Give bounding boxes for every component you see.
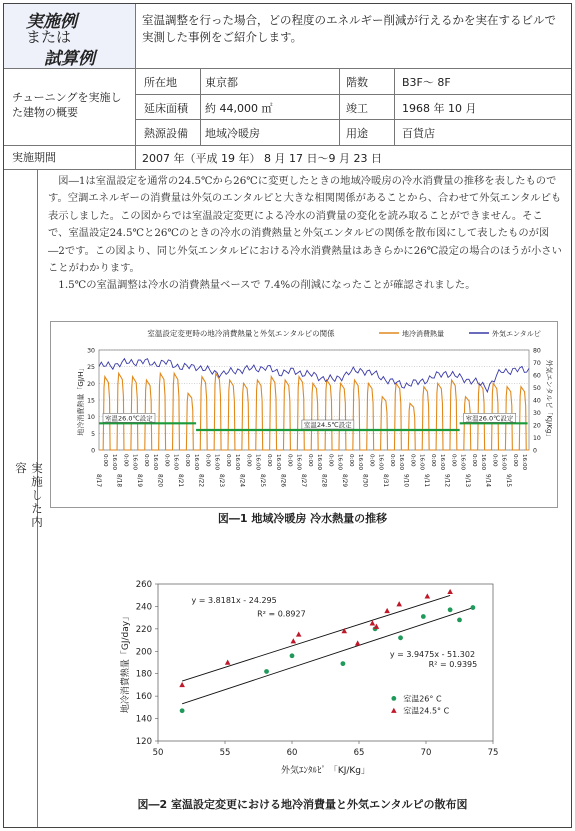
data-point-26 — [290, 653, 295, 658]
trend-equation-245: y = 3.8181x - 24.295 — [191, 596, 277, 606]
case-study-sheet — [3, 3, 572, 828]
col-divider — [339, 68, 340, 145]
field-value-heat-source: 地域冷暖房 — [205, 127, 260, 140]
figure1-chart — [51, 322, 557, 507]
trend-r2-26: R² = 0.9395 — [428, 659, 478, 669]
legend-label-consumption: 地冷消費熱量 — [402, 330, 444, 338]
data-point-245 — [291, 638, 297, 643]
row-divider — [4, 169, 571, 170]
period-label: 実施期間 — [12, 151, 56, 164]
y-tick-label: 120 — [135, 737, 152, 747]
heading-line-1: 実施例 — [26, 12, 77, 32]
y-tick-label: 0 — [91, 447, 95, 455]
x-tick-time: 16:00 — [131, 454, 138, 471]
x-tick-time: 0:00 — [122, 454, 129, 467]
y2-tick-label: 0 — [533, 447, 537, 455]
x-tick-date: 8/28 — [320, 474, 327, 488]
x-tick-time: 0:00 — [388, 454, 395, 467]
field-label-heat-source: 熱源設備 — [144, 127, 188, 140]
x-tick-date: 9/11 — [422, 474, 429, 488]
col-divider — [394, 68, 395, 145]
figure1-caption: 図―1 地域冷暖房 冷水熱量の推移 — [217, 512, 388, 525]
x-tick-label: 65 — [353, 748, 365, 758]
x-tick-time: 16:00 — [479, 454, 486, 471]
x-tick-time: 16:00 — [275, 454, 282, 471]
data-point-245 — [225, 660, 231, 665]
x-tick-label: 60 — [286, 748, 298, 758]
data-point-26 — [398, 635, 403, 640]
x-tick-time: 0:00 — [429, 454, 436, 467]
y-tick-label: 20 — [87, 380, 95, 388]
x-tick-date: 8/27 — [300, 474, 306, 488]
data-point-245 — [296, 631, 302, 636]
x-tick-time: 16:00 — [111, 454, 118, 471]
x-tick-time: 0:00 — [225, 454, 232, 467]
y2-axis-title: 外気エンタルピ「KJ/Kg」 — [545, 359, 553, 441]
x-tick-time: 0:00 — [491, 454, 498, 467]
x-tick-label: 55 — [219, 748, 231, 758]
y-tick-label: 200 — [135, 647, 152, 658]
content-paragraph: 図―1は室温設定を通常の24.5℃から26℃に変更したときの地域冷暖房の冷水消費量の推移を表したものです。空調エネルギーの消費量は外気のエンタルピと大きな相関関係があることから、合わせて外気エンタルピも表示しました。この図からでは室温設定変更による冷水の消費量の変化を読み取ることができません。そこで、室温設定24.5℃と26℃のときの冷水の消費熱量と外気エンタルピの関係を散布図にして表したものが図―2です。この図より、同じ外気エンタルピにおける冷水消費熱量はあきらかに26℃設定の場合のほうが小さいことがわかります。 — [48, 175, 562, 275]
x-tick-time: 16:00 — [377, 454, 384, 471]
y-tick-label: 25 — [87, 364, 95, 372]
x-tick-date: 8/29 — [340, 474, 347, 488]
data-point-245 — [355, 640, 361, 645]
x-tick-date: 8/19 — [136, 474, 143, 488]
legend-label-26: 室温26° C — [403, 694, 442, 704]
y-tick-label: 15 — [87, 397, 95, 405]
setting-label: 室温24.5℃設定 — [303, 421, 352, 429]
x-tick-time: 0:00 — [184, 454, 191, 467]
x-tick-time: 16:00 — [254, 454, 261, 471]
y-tick-label: 220 — [135, 624, 152, 635]
figure2-chart — [108, 579, 528, 779]
heading-line-3: 試算例 — [44, 49, 95, 69]
x-tick-time: 0:00 — [327, 454, 334, 467]
y2-tick-label: 80 — [533, 347, 541, 355]
col-divider — [135, 4, 136, 169]
y2-tick-label: 70 — [533, 360, 541, 367]
x-tick-time: 0:00 — [368, 454, 375, 467]
x-tick-time: 0:00 — [143, 454, 150, 467]
x-tick-date: 8/31 — [381, 474, 388, 488]
data-point-245 — [384, 608, 390, 613]
example-heading — [4, 4, 135, 68]
x-tick-time: 16:00 — [152, 454, 159, 471]
series-line-consumption — [99, 373, 529, 450]
x-tick-time: 16:00 — [418, 454, 425, 471]
legend-label-245: 室温24.5° C — [403, 706, 450, 716]
row-divider — [4, 145, 571, 146]
period-value: 2007 年（平成 19 年） 8 月 17 日～9 月 23 日 — [142, 152, 382, 165]
x-tick-time: 0:00 — [409, 454, 416, 467]
field-value-use: 百貨店 — [402, 127, 435, 140]
y-tick-label: 30 — [87, 347, 95, 355]
data-point-245 — [425, 593, 431, 598]
x-tick-date: 8/20 — [156, 474, 163, 488]
series-line-enthalpy — [99, 359, 529, 392]
content-conclusion: 1.5℃の室温調整は冷水の消費熱量ベースで 7.4%の削減になったことが確認されました。 — [58, 279, 476, 292]
y2-tick-label: 40 — [533, 397, 541, 405]
x-tick-date: 8/30 — [361, 474, 368, 488]
data-point-26 — [264, 669, 269, 674]
x-tick-time: 16:00 — [316, 454, 322, 471]
x-tick-time: 0:00 — [307, 454, 313, 467]
x-tick-time: 16:00 — [172, 454, 179, 471]
x-tick-date: 8/22 — [197, 474, 204, 488]
x-tick-time: 0:00 — [286, 454, 293, 467]
y-tick-label: 160 — [135, 692, 152, 703]
x-tick-time: 16:00 — [295, 454, 302, 471]
x-tick-date: 9/14 — [484, 474, 491, 488]
legend-label-enthalpy: 外気エンタルピ — [492, 330, 541, 338]
x-tick-time: 0:00 — [102, 454, 109, 467]
content-label: 実施した内容 — [14, 462, 44, 530]
x-tick-time: 16:00 — [438, 454, 445, 471]
y-tick-label: 260 — [135, 580, 152, 590]
field-value-floors: B3F～ 8F — [402, 76, 451, 89]
y-axis-title: 地冷消費熱量「GJ/day」 — [121, 611, 131, 714]
y-tick-label: 180 — [135, 669, 152, 680]
field-value-floor-area: 約 44,000 ㎡ — [205, 102, 273, 115]
y2-tick-label: 50 — [533, 385, 541, 392]
x-tick-time: 16:00 — [500, 454, 507, 471]
figure1-panel — [50, 321, 558, 508]
x-tick-date: 8/21 — [177, 474, 184, 488]
x-tick-time: 0:00 — [204, 454, 211, 467]
x-tick-time: 0:00 — [470, 454, 477, 467]
heading-line-2: または — [26, 28, 72, 46]
data-point-245 — [396, 601, 402, 606]
x-tick-time: 16:00 — [356, 454, 363, 471]
x-tick-label: 70 — [420, 748, 432, 758]
data-point-26 — [457, 617, 462, 622]
trend-r2-245: R² = 0.8927 — [257, 609, 306, 619]
field-label-floor-area: 延床面積 — [144, 102, 188, 115]
x-tick-date: 8/18 — [115, 474, 122, 488]
x-tick-time: 16:00 — [397, 454, 404, 471]
x-tick-date: 9/10 — [402, 474, 409, 488]
chart-title: 室温設定変更時の地冷消費熱量と外気エンタルピの関係 — [147, 329, 335, 338]
x-tick-label: 75 — [487, 748, 499, 758]
legend-marker-26 — [391, 696, 396, 701]
setting-label: 室温26.0℃設定 — [465, 414, 514, 423]
x-tick-label: 50 — [152, 748, 164, 758]
y2-tick-label: 60 — [533, 372, 541, 380]
data-point-245 — [447, 589, 453, 594]
y2-tick-label: 20 — [533, 422, 541, 430]
setting-label: 室温26.0℃設定 — [105, 414, 153, 423]
x-tick-date: 8/26 — [279, 474, 286, 488]
data-point-26 — [341, 661, 346, 666]
x-tick-time: 0:00 — [450, 454, 457, 467]
y-tick-label: 10 — [87, 414, 95, 422]
x-tick-time: 0:00 — [511, 454, 518, 467]
trendline-245 — [182, 595, 450, 681]
x-tick-time: 16:00 — [459, 454, 466, 471]
x-tick-date: 9/12 — [443, 474, 450, 488]
field-label-location: 所在地 — [144, 76, 177, 89]
x-axis-title: 外気ｴﾝﾀﾙﾋﾟ 「KJ/Kg」 — [280, 766, 371, 776]
x-tick-date: 9/15 — [504, 474, 511, 488]
overview-label: チューニングを実施した建物の概要 — [12, 91, 122, 119]
x-tick-date: 8/24 — [238, 474, 245, 488]
data-point-26 — [448, 607, 453, 612]
y-axis-title: 地冷消費熱量「GJ/H」 — [77, 364, 85, 436]
field-value-location: 東京都 — [205, 76, 238, 89]
x-tick-time: 16:00 — [336, 454, 343, 471]
content-body — [48, 173, 563, 295]
y2-tick-label: 10 — [533, 435, 541, 442]
x-tick-date: 8/25 — [259, 474, 266, 488]
x-tick-time: 0:00 — [245, 454, 252, 467]
x-tick-date: 8/17 — [95, 474, 102, 488]
data-point-26 — [421, 614, 426, 619]
legend-marker-245 — [391, 708, 397, 713]
y2-tick-label: 30 — [533, 410, 541, 417]
x-tick-time: 0:00 — [266, 454, 273, 467]
x-tick-date: 9/13 — [463, 474, 470, 488]
intro-text: 室温調整を行った場合，どの程度のエネルギー削減が行えるかを実在するビルで実測した事例をご紹介します。 — [142, 13, 556, 44]
x-tick-time: 0:00 — [163, 454, 170, 467]
data-point-26 — [180, 708, 185, 713]
x-tick-time: 16:00 — [213, 454, 220, 471]
field-label-use: 用途 — [346, 127, 368, 140]
field-label-floors: 階数 — [346, 76, 368, 89]
figure2-caption: 図―2 室温設定変更における地冷消費量と外気エンタルピの散布図 — [137, 798, 468, 811]
x-tick-time: 16:00 — [193, 454, 200, 471]
y-tick-label: 5 — [91, 430, 95, 438]
x-tick-time: 0:00 — [347, 454, 354, 467]
x-tick-time: 16:00 — [520, 454, 527, 471]
x-tick-time: 16:00 — [234, 454, 241, 471]
col-divider — [200, 68, 201, 145]
y-tick-label: 140 — [135, 714, 152, 725]
data-point-245 — [179, 682, 185, 687]
x-tick-date: 8/23 — [218, 474, 225, 488]
y-tick-label: 240 — [135, 602, 152, 613]
field-value-completion: 1968 年 10 月 — [402, 102, 477, 115]
trend-equation-26: y = 3.9475x - 51.302 — [389, 649, 476, 659]
data-point-26 — [471, 605, 476, 610]
field-label-completion: 竣工 — [346, 102, 368, 115]
